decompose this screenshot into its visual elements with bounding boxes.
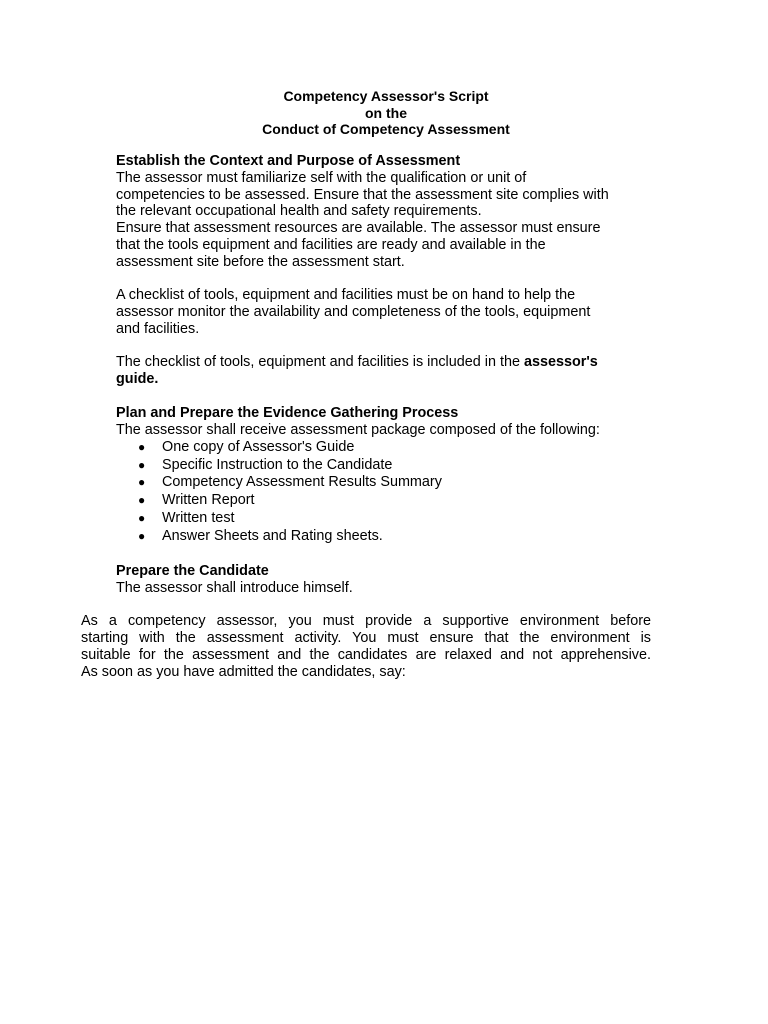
bullet-icon: ● [138, 457, 146, 472]
section-context-line: Ensure that assessment resources are available. The assessor must ensure [116, 220, 601, 237]
section-context-heading: Establish the Context and Purpose of Assessment [116, 153, 461, 169]
section-context-line: competencies to be assessed. Ensure that the assessment site complies with [116, 186, 609, 203]
section-context [116, 153, 656, 271]
section-plan [116, 405, 656, 546]
list-item: ● Specific Instruction to the Candidate [138, 456, 393, 473]
section-context-line: The assessor must familiarize self with the qualification or unit of [116, 169, 527, 186]
closing-line: As a competency assessor, you must provide a supportive environment before [81, 613, 651, 629]
checklist-line: A checklist of tools, equipment and facilities must be on hand to help the [116, 287, 576, 303]
section-context-line: the relevant occupational health and safety requirements. [116, 203, 482, 220]
closing-line: starting with the assessment activity. You must ensure that the environment is [81, 630, 651, 646]
section-candidate-heading: Prepare the Candidate [116, 563, 269, 579]
list-item: ● Written Report [138, 492, 255, 509]
checklist-line: assessor monitor the availability and completeness of the tools, equipment [116, 303, 591, 320]
list-item: ● Answer Sheets and Rating sheets. [138, 528, 383, 545]
title-line-3: Conduct of Competency Assessment [262, 121, 510, 137]
bullet-icon: ● [138, 511, 146, 526]
title-line-1: Competency Assessor's Script [283, 88, 489, 104]
bullet-icon: ● [138, 529, 146, 544]
checklist-paragraph [116, 287, 656, 337]
closing-line: As soon as you have admitted the candidates, say: [81, 664, 406, 680]
checklist-line: and facilities. [116, 320, 200, 337]
section-plan-intro: The assessor shall receive assessment package composed of the following: [116, 421, 600, 438]
section-context-line: that the tools equipment and facilities are ready and available in the [116, 236, 546, 253]
title-line-2: on the [365, 104, 407, 121]
section-context-line: assessment site before the assessment start. [116, 253, 405, 270]
bullet-icon: ● [138, 475, 146, 490]
bullet-icon: ● [138, 439, 146, 454]
section-candidate [116, 563, 656, 597]
closing-line: suitable for the assessment and the candidates are relaxed and not apprehensive. [81, 647, 651, 663]
guide-bold: assessor's [523, 354, 598, 370]
closing-paragraph [81, 613, 651, 681]
document-title [0, 88, 768, 138]
guide-text: The checklist of tools, equipment and facilities is included in the [116, 354, 524, 370]
list-item: ● Written test [138, 510, 235, 527]
list-item: ● One copy of Assessor's Guide [138, 438, 355, 455]
bullet-icon: ● [138, 493, 146, 508]
package-list [116, 439, 656, 546]
list-item: ● Competency Assessment Results Summary [138, 474, 442, 491]
guide-bold-2: guide. [116, 370, 159, 387]
section-plan-heading: Plan and Prepare the Evidence Gathering Process [116, 405, 459, 421]
section-candidate-text: The assessor shall introduce himself. [116, 579, 353, 596]
guide-paragraph [116, 354, 656, 388]
